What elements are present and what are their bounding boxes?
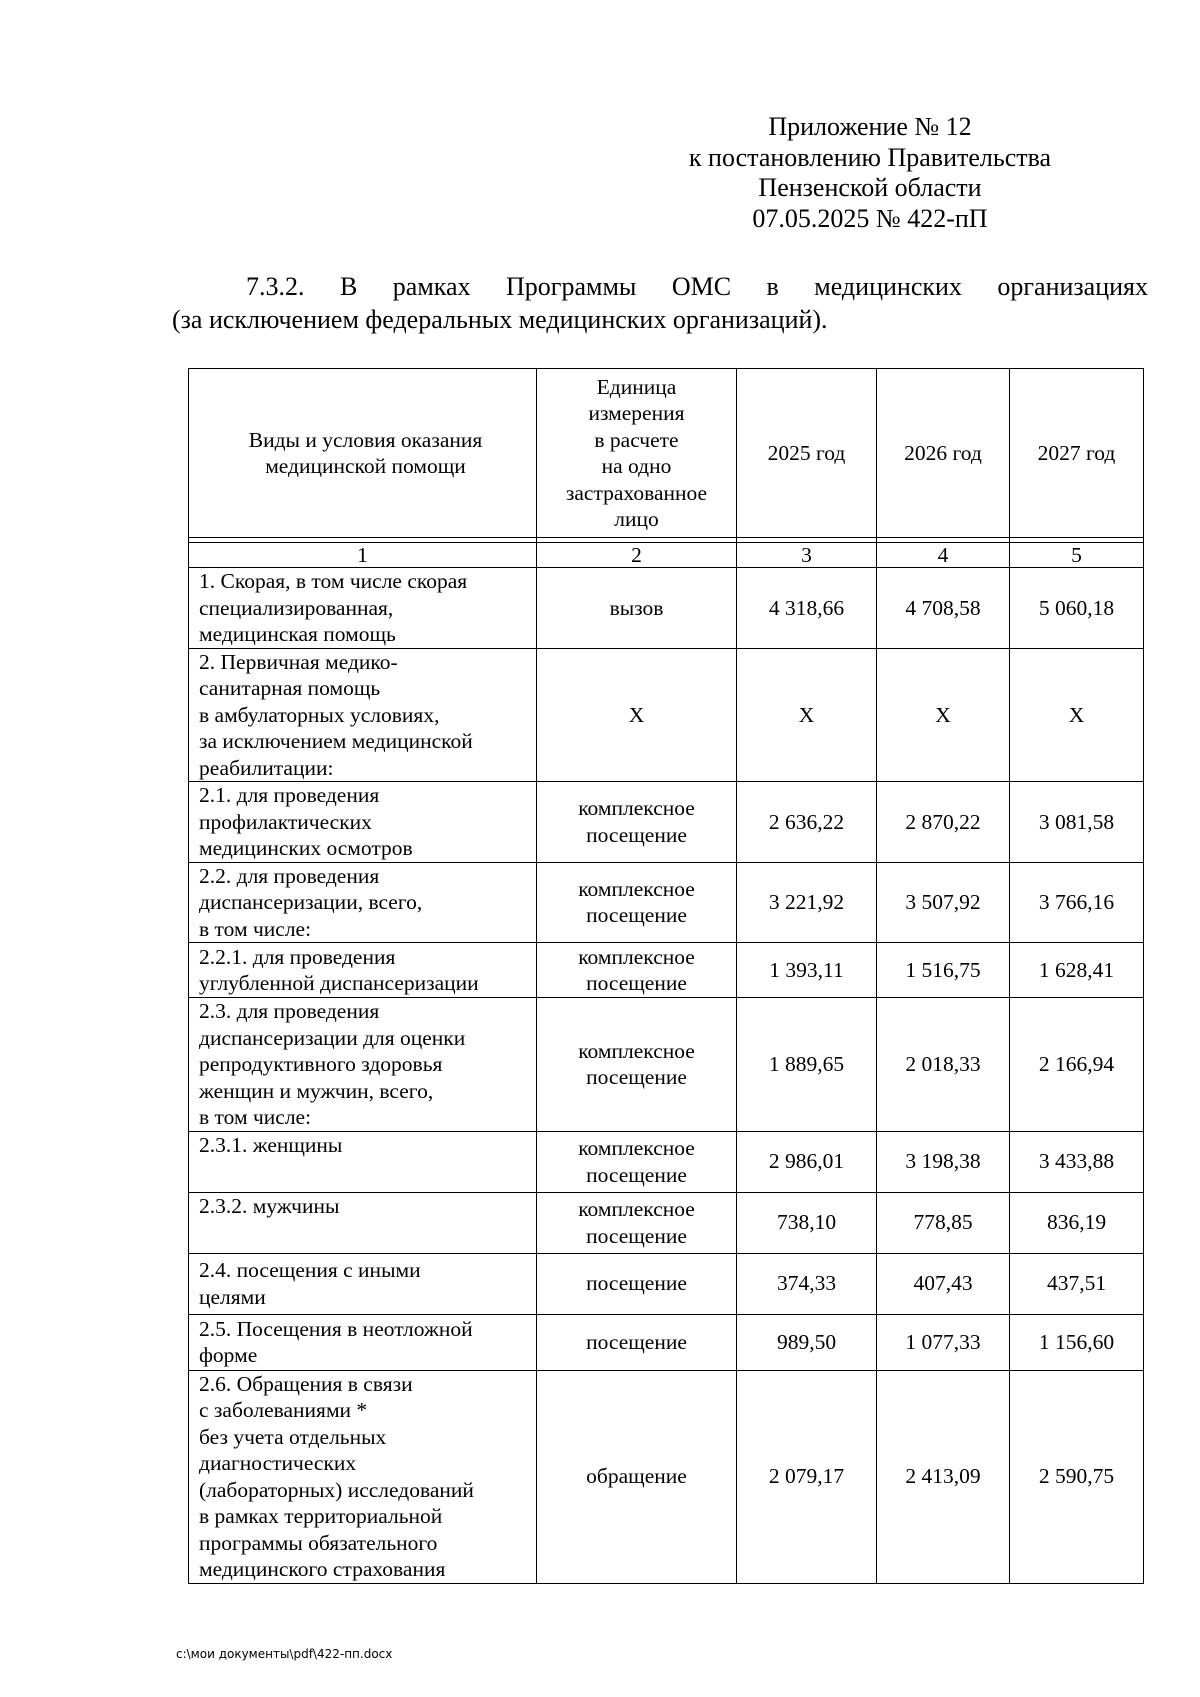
column-number-row xyxy=(189,543,1144,568)
row-value-2026: 778,85 xyxy=(877,1192,1010,1253)
row-value-2025: 2 986,01 xyxy=(737,1131,877,1192)
table-row xyxy=(189,862,1144,943)
row-value-2025: 989,50 xyxy=(737,1314,877,1370)
column-number: 1 xyxy=(189,543,537,568)
row-care-type: 2.1. для проведения профилактических медицинских осмотров xyxy=(189,782,537,863)
row-value-2025: 4 318,66 xyxy=(737,568,877,649)
row-care-type: 2.5. Посещения в неотложной форме xyxy=(189,1314,537,1370)
header-2026: 2026 год xyxy=(877,369,1010,538)
appendix-region: Пензенской области xyxy=(758,173,982,202)
row-value-2027: 836,19 xyxy=(1010,1192,1144,1253)
intro-paragraph xyxy=(172,270,1148,336)
row-unit: комплексное посещение xyxy=(537,1192,737,1253)
row-value-2026: 2 870,22 xyxy=(877,782,1010,863)
file-path-footer: c:\мои документы\pdf\422-пп.docx xyxy=(176,1647,393,1661)
table-row xyxy=(189,1192,1144,1253)
row-value-2027: 2 590,75 xyxy=(1010,1370,1144,1583)
row-value-2027: 2 166,94 xyxy=(1010,998,1144,1132)
row-value-2026: 1 516,75 xyxy=(877,943,1010,998)
row-value-2025: 738,10 xyxy=(737,1192,877,1253)
row-value-2027: 5 060,18 xyxy=(1010,568,1144,649)
row-value-2026: 407,43 xyxy=(877,1253,1010,1314)
row-value-2026: 3 507,92 xyxy=(877,862,1010,943)
row-value-2026: 4 708,58 xyxy=(877,568,1010,649)
row-value-2027: Х xyxy=(1010,648,1144,782)
row-value-2027: 3 081,58 xyxy=(1010,782,1144,863)
row-care-type: 2.2.1. для проведения углубленной диспансеризации xyxy=(189,943,537,998)
column-number: 3 xyxy=(737,543,877,568)
row-care-type: 2.3. для проведения диспансеризации для оценки репродуктивного здоровья женщин и мужчин, всего, в том числе: xyxy=(189,998,537,1132)
table-row xyxy=(189,568,1144,649)
row-value-2025: Х xyxy=(737,648,877,782)
row-value-2027: 3 433,88 xyxy=(1010,1131,1144,1192)
table-header-row xyxy=(189,369,1144,538)
column-number: 2 xyxy=(537,543,737,568)
table-row xyxy=(189,998,1144,1132)
row-care-type: 2.4. посещения с иными целями xyxy=(189,1253,537,1314)
row-unit: обращение xyxy=(537,1370,737,1583)
table-row xyxy=(189,1253,1144,1314)
intro-line-1: 7.3.2. В рамках Программы ОМС в медицинских организациях xyxy=(246,272,1148,301)
row-unit: комплексное посещение xyxy=(537,1131,737,1192)
row-value-2026: 2 413,09 xyxy=(877,1370,1010,1583)
row-value-2026: 3 198,38 xyxy=(877,1131,1010,1192)
row-unit: комплексное посещение xyxy=(537,862,737,943)
row-care-type: 1. Скорая, в том числе скорая специализированная, медицинская помощь xyxy=(189,568,537,649)
table-row xyxy=(189,782,1144,863)
row-value-2026: Х xyxy=(877,648,1010,782)
row-value-2025: 374,33 xyxy=(737,1253,877,1314)
row-value-2026: 1 077,33 xyxy=(877,1314,1010,1370)
row-unit: Х xyxy=(537,648,737,782)
table-row xyxy=(189,1370,1144,1583)
row-care-type: 2. Первичная медико- санитарная помощь в амбулаторных условиях, за исключением медицинской реабилитации: xyxy=(189,648,537,782)
table-row xyxy=(189,1314,1144,1370)
row-unit: посещение xyxy=(537,1314,737,1370)
column-number: 4 xyxy=(877,543,1010,568)
row-unit: комплексное посещение xyxy=(537,943,737,998)
row-value-2027: 1 156,60 xyxy=(1010,1314,1144,1370)
row-care-type: 2.3.1. женщины xyxy=(189,1131,537,1192)
row-value-2026: 2 018,33 xyxy=(877,998,1010,1132)
row-value-2027: 437,51 xyxy=(1010,1253,1144,1314)
row-value-2027: 3 766,16 xyxy=(1010,862,1144,943)
appendix-reference: к постановлению Правительства xyxy=(688,142,1052,172)
row-unit: комплексное посещение xyxy=(537,998,737,1132)
tariff-table xyxy=(188,368,1144,1584)
row-value-2025: 2 079,17 xyxy=(737,1370,877,1583)
row-value-2027: 1 628,41 xyxy=(1010,943,1144,998)
appendix-header xyxy=(640,112,1100,234)
row-unit: вызов xyxy=(537,568,737,649)
appendix-number: Приложение № 12 xyxy=(768,112,972,141)
column-number: 5 xyxy=(1010,543,1144,568)
header-unit: Единица измерения в расчете на одно застрахованное лицо xyxy=(537,369,737,538)
row-value-2025: 1 393,11 xyxy=(737,943,877,998)
row-value-2025: 3 221,92 xyxy=(737,862,877,943)
header-2027: 2027 год xyxy=(1010,369,1144,538)
row-care-type: 2.3.2. мужчины xyxy=(189,1192,537,1253)
row-unit: комплексное посещение xyxy=(537,782,737,863)
row-unit: посещение xyxy=(537,1253,737,1314)
row-value-2025: 1 889,65 xyxy=(737,998,877,1132)
intro-line-2: (за исключением федеральных медицинских организаций). xyxy=(172,305,828,334)
table-row xyxy=(189,648,1144,782)
table-row xyxy=(189,1131,1144,1192)
header-care-type: Виды и условия оказания медицинской помощи xyxy=(189,369,537,538)
row-value-2025: 2 636,22 xyxy=(737,782,877,863)
row-care-type: 2.6. Обращения в связи с заболеваниями * без учета отдельных диагностических (лабораторных) исследований в рамках территориальной программы обязательного медицинского страхования xyxy=(189,1370,537,1583)
appendix-date-number: 07.05.2025 № 422-пП xyxy=(752,203,988,233)
header-2025: 2025 год xyxy=(737,369,877,538)
table-row xyxy=(189,943,1144,998)
row-care-type: 2.2. для проведения диспансеризации, всего, в том числе: xyxy=(189,862,537,943)
